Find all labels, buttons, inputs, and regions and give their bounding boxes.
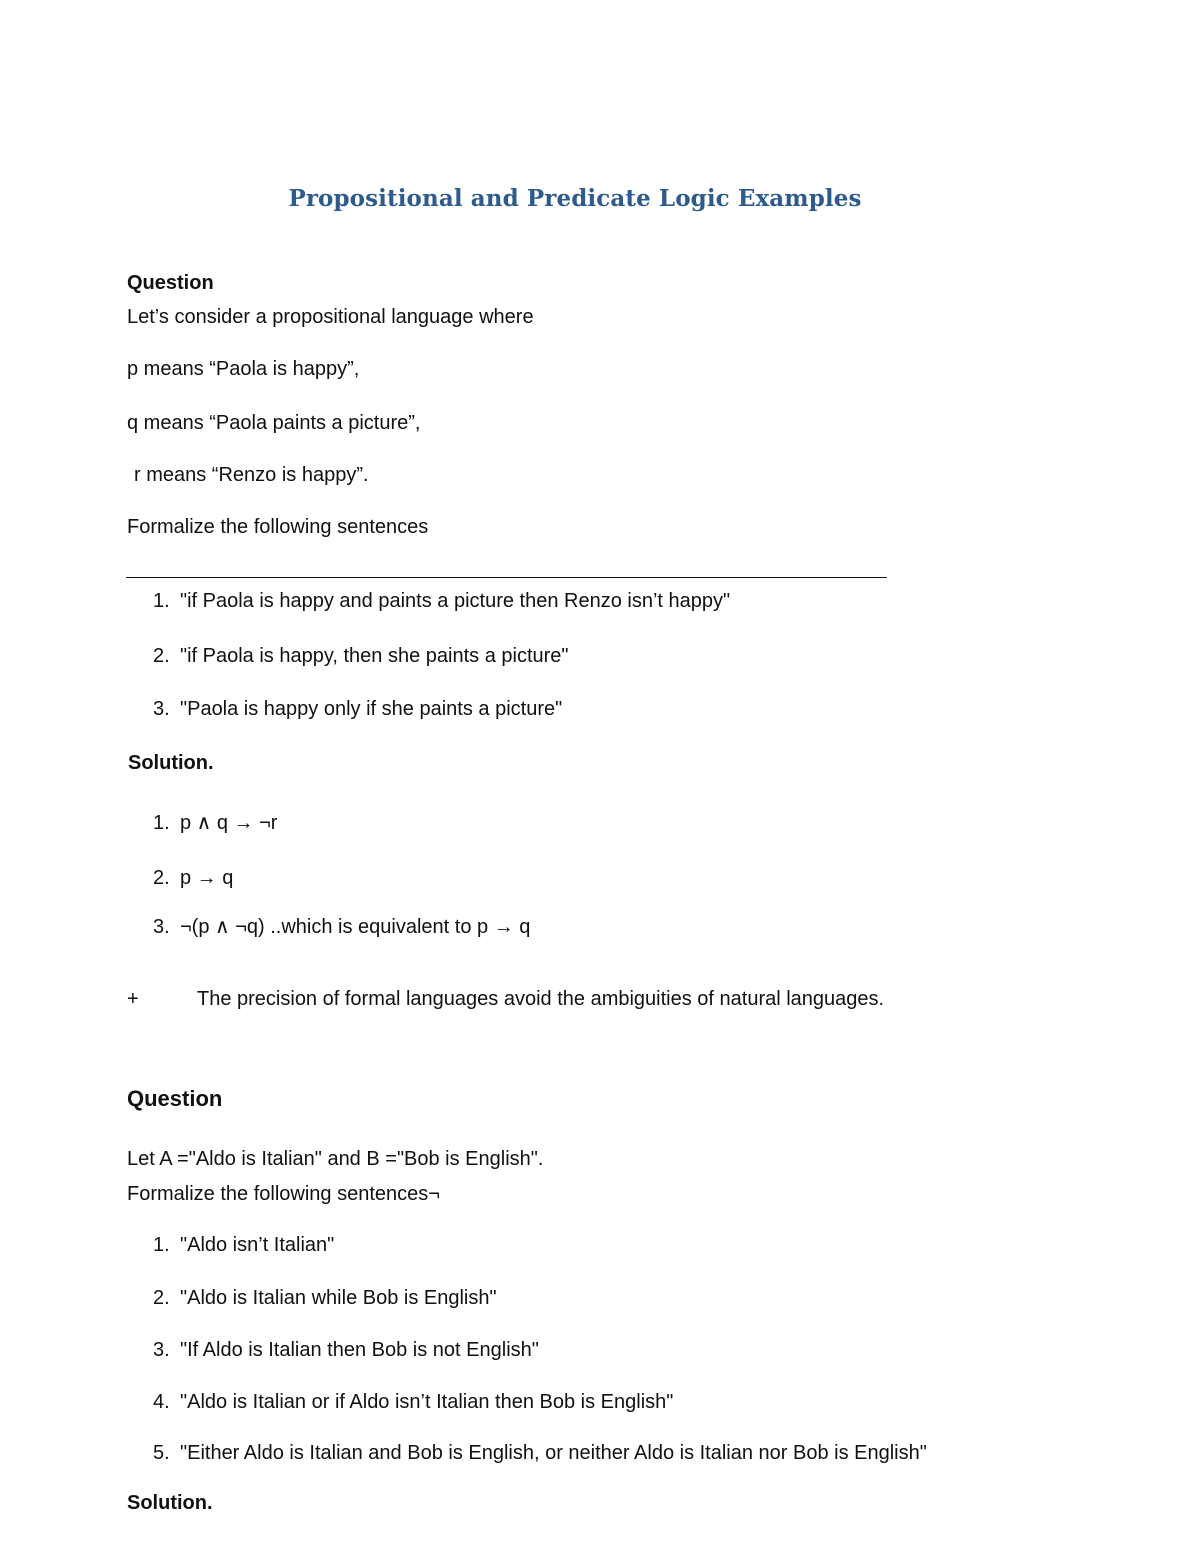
list-number: 3. bbox=[153, 698, 170, 720]
intro-text-1: Let’s consider a propositional language where bbox=[127, 306, 534, 328]
list-item-text: "Aldo isn’t Italian" bbox=[180, 1234, 335, 1256]
question-heading-1: Question bbox=[127, 272, 214, 294]
list-number: 3. bbox=[153, 916, 170, 938]
list-number: 2. bbox=[153, 867, 170, 889]
list-number: 5. bbox=[153, 1442, 170, 1464]
list-number: 1. bbox=[153, 1234, 170, 1256]
list-item-text: p ∧ q → ¬r bbox=[180, 812, 278, 834]
definition-r: r means “Renzo is happy”. bbox=[134, 464, 369, 486]
solution-heading-2: Solution. bbox=[127, 1492, 213, 1514]
solution-heading-1: Solution. bbox=[128, 752, 214, 774]
document-title: Propositional and Predicate Logic Examples bbox=[288, 185, 862, 212]
list-item-text: "If Aldo is Italian then Bob is not English" bbox=[180, 1339, 539, 1361]
instruction-text-1: Formalize the following sentences bbox=[127, 516, 429, 538]
note-text: The precision of formal languages avoid the ambiguities of natural languages. bbox=[197, 988, 885, 1010]
question-heading-2: Question bbox=[127, 1086, 223, 1111]
list-item-text: "Aldo is Italian while Bob is English" bbox=[180, 1287, 497, 1309]
instruction-text-2: Formalize the following sentences¬ bbox=[127, 1183, 440, 1205]
definition-p: p means “Paola is happy”, bbox=[127, 358, 360, 380]
horizontal-divider bbox=[126, 577, 887, 578]
intro-text-2: Let A ="Aldo is Italian" and B ="Bob is English". bbox=[127, 1148, 544, 1170]
list-number: 2. bbox=[153, 645, 170, 667]
list-item-text: "Either Aldo is Italian and Bob is English, or neither Aldo is Italian nor Bob is English" bbox=[180, 1442, 927, 1464]
list-number: 3. bbox=[153, 1339, 170, 1361]
list-number: 1. bbox=[153, 812, 170, 834]
list-item-text: ¬(p ∧ ¬q) ..which is equivalent to p → q bbox=[180, 916, 531, 938]
list-item-text: "if Paola is happy and paints a picture then Renzo isn’t happy" bbox=[180, 590, 731, 612]
plus-bullet-icon: + bbox=[127, 988, 139, 1010]
list-item-text: "Aldo is Italian or if Aldo isn’t Italian then Bob is English" bbox=[180, 1391, 674, 1413]
definition-q: q means “Paola paints a picture”, bbox=[127, 412, 421, 434]
list-number: 1. bbox=[153, 590, 170, 612]
list-number: 4. bbox=[153, 1391, 170, 1413]
list-item-text: p → q bbox=[180, 867, 234, 889]
list-item-text: "if Paola is happy, then she paints a picture" bbox=[180, 645, 569, 667]
list-item-text: "Paola is happy only if she paints a picture" bbox=[180, 698, 563, 720]
list-number: 2. bbox=[153, 1287, 170, 1309]
